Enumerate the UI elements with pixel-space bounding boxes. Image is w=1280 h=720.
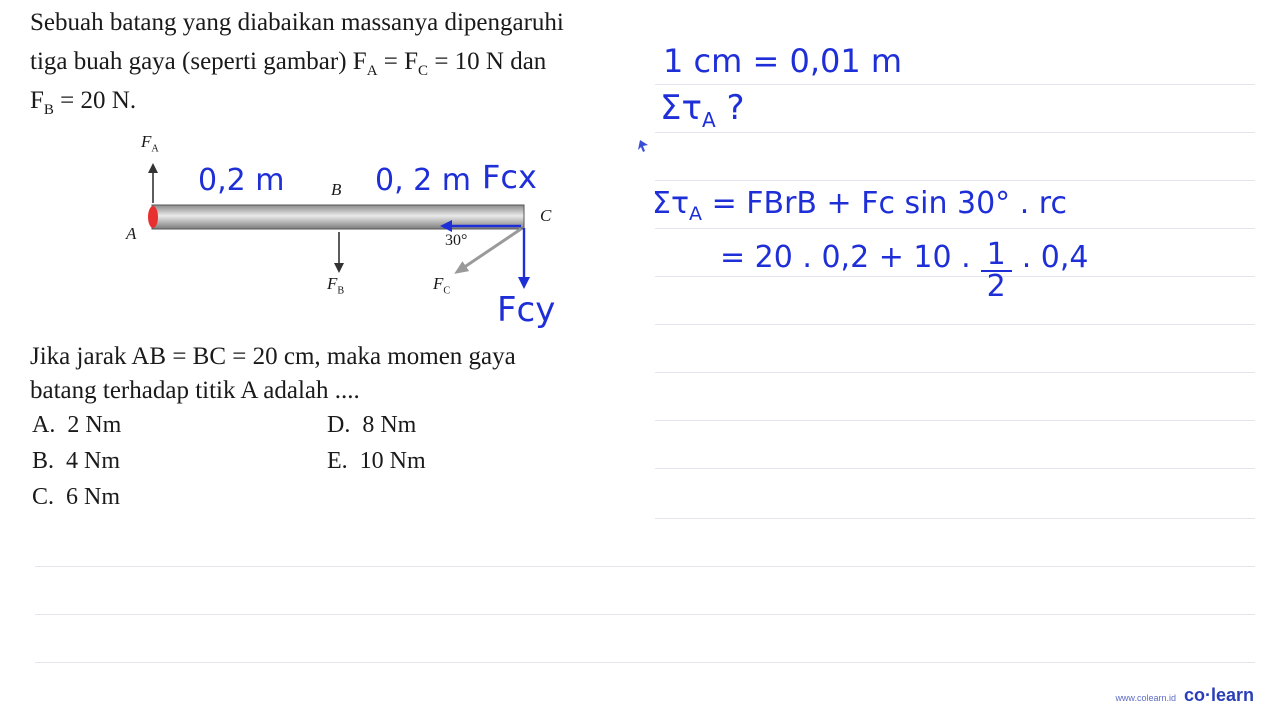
option-letter: B.	[32, 448, 55, 474]
watermark	[1115, 685, 1254, 706]
ruled-line	[655, 518, 1255, 519]
distance-bc-note: 0, 2 m	[375, 163, 472, 198]
label-fa	[141, 132, 159, 154]
sum-symbol: Στ	[660, 88, 702, 128]
option-c[interactable]	[32, 484, 120, 511]
option-e[interactable]	[327, 448, 426, 475]
watermark-url: www.colearn.id	[1115, 693, 1176, 703]
colearn-logo: co·learn	[1183, 685, 1254, 705]
ruled-line	[655, 324, 1255, 325]
equation-text: = 20 . 0,2 + 10 .	[720, 240, 971, 275]
subscript: C	[443, 285, 451, 297]
subscript: A	[151, 143, 159, 155]
subscript: A	[366, 63, 378, 79]
force-fc-arrow	[460, 229, 521, 270]
equation-text: = FBrB + Fc sin 30° . rc	[702, 186, 1067, 221]
fraction-numerator: 1	[981, 240, 1012, 272]
question-text: tiga buah gaya (seperti gambar) F	[30, 48, 367, 75]
label-fc	[433, 274, 450, 296]
equation-text: . 0,4	[1021, 240, 1089, 275]
option-letter: D.	[327, 412, 351, 438]
subscript: A	[689, 203, 703, 225]
ruled-line	[35, 566, 1255, 567]
option-d[interactable]	[327, 412, 416, 439]
fcy-note: Fcy	[497, 290, 556, 330]
option-a[interactable]	[32, 412, 121, 439]
ruled-line	[655, 84, 1255, 85]
option-text: 4 Nm	[66, 448, 121, 474]
label-text: F	[141, 132, 152, 151]
option-text: 6 Nm	[66, 484, 121, 510]
fcx-note: Fcx	[482, 158, 537, 196]
option-text: 10 Nm	[359, 448, 426, 474]
unit-conversion-note: 1 cm = 0,01 m	[663, 42, 903, 80]
label-c: C	[540, 206, 552, 225]
question-line-1: Sebuah batang yang diabaikan massanya dipengaruhi	[30, 9, 564, 36]
subscript: B	[337, 285, 345, 297]
ruled-line	[35, 614, 1255, 615]
label-fb	[327, 274, 344, 296]
option-letter: A.	[32, 412, 56, 438]
question-text: = F	[377, 48, 419, 75]
ruled-line	[655, 420, 1255, 421]
subscript: B	[43, 102, 54, 118]
ruled-line	[655, 228, 1255, 229]
label-b: B	[331, 180, 342, 199]
ruled-line	[655, 468, 1255, 469]
label-text: F	[327, 274, 338, 293]
subscript: C	[418, 63, 429, 79]
ruled-line	[655, 372, 1255, 373]
question-text: = 10 N dan	[428, 48, 547, 75]
label-text: F	[433, 274, 444, 293]
ruled-line	[655, 180, 1255, 181]
ruled-line	[35, 662, 1255, 663]
option-letter: C.	[32, 484, 55, 510]
pointer-cursor-icon	[638, 140, 648, 152]
fraction-denominator: 2	[986, 269, 1006, 304]
option-b[interactable]	[32, 448, 120, 475]
question-line-5: batang terhadap titik A adalah ....	[30, 377, 360, 404]
question-mark: ?	[726, 88, 745, 128]
angle-label: 30°	[445, 232, 468, 249]
option-text: 8 Nm	[362, 412, 417, 438]
point-a-marker	[148, 206, 158, 228]
subscript: A	[701, 107, 716, 132]
question-text: F	[30, 87, 44, 114]
torque-question-note	[660, 88, 745, 132]
sum-symbol: Στ	[652, 186, 690, 221]
ruled-line	[655, 132, 1255, 133]
torque-equation-1	[652, 186, 1067, 225]
fraction	[981, 237, 1012, 304]
distance-ab-note: 0,2 m	[198, 163, 285, 198]
label-a: A	[126, 224, 137, 243]
option-letter: E.	[327, 448, 348, 474]
question-line-4: Jika jarak AB = BC = 20 cm, maka momen gaya	[30, 343, 516, 370]
option-text: 2 Nm	[67, 412, 122, 438]
torque-equation-2	[720, 237, 1089, 304]
question-text: = 20 N.	[53, 87, 137, 114]
